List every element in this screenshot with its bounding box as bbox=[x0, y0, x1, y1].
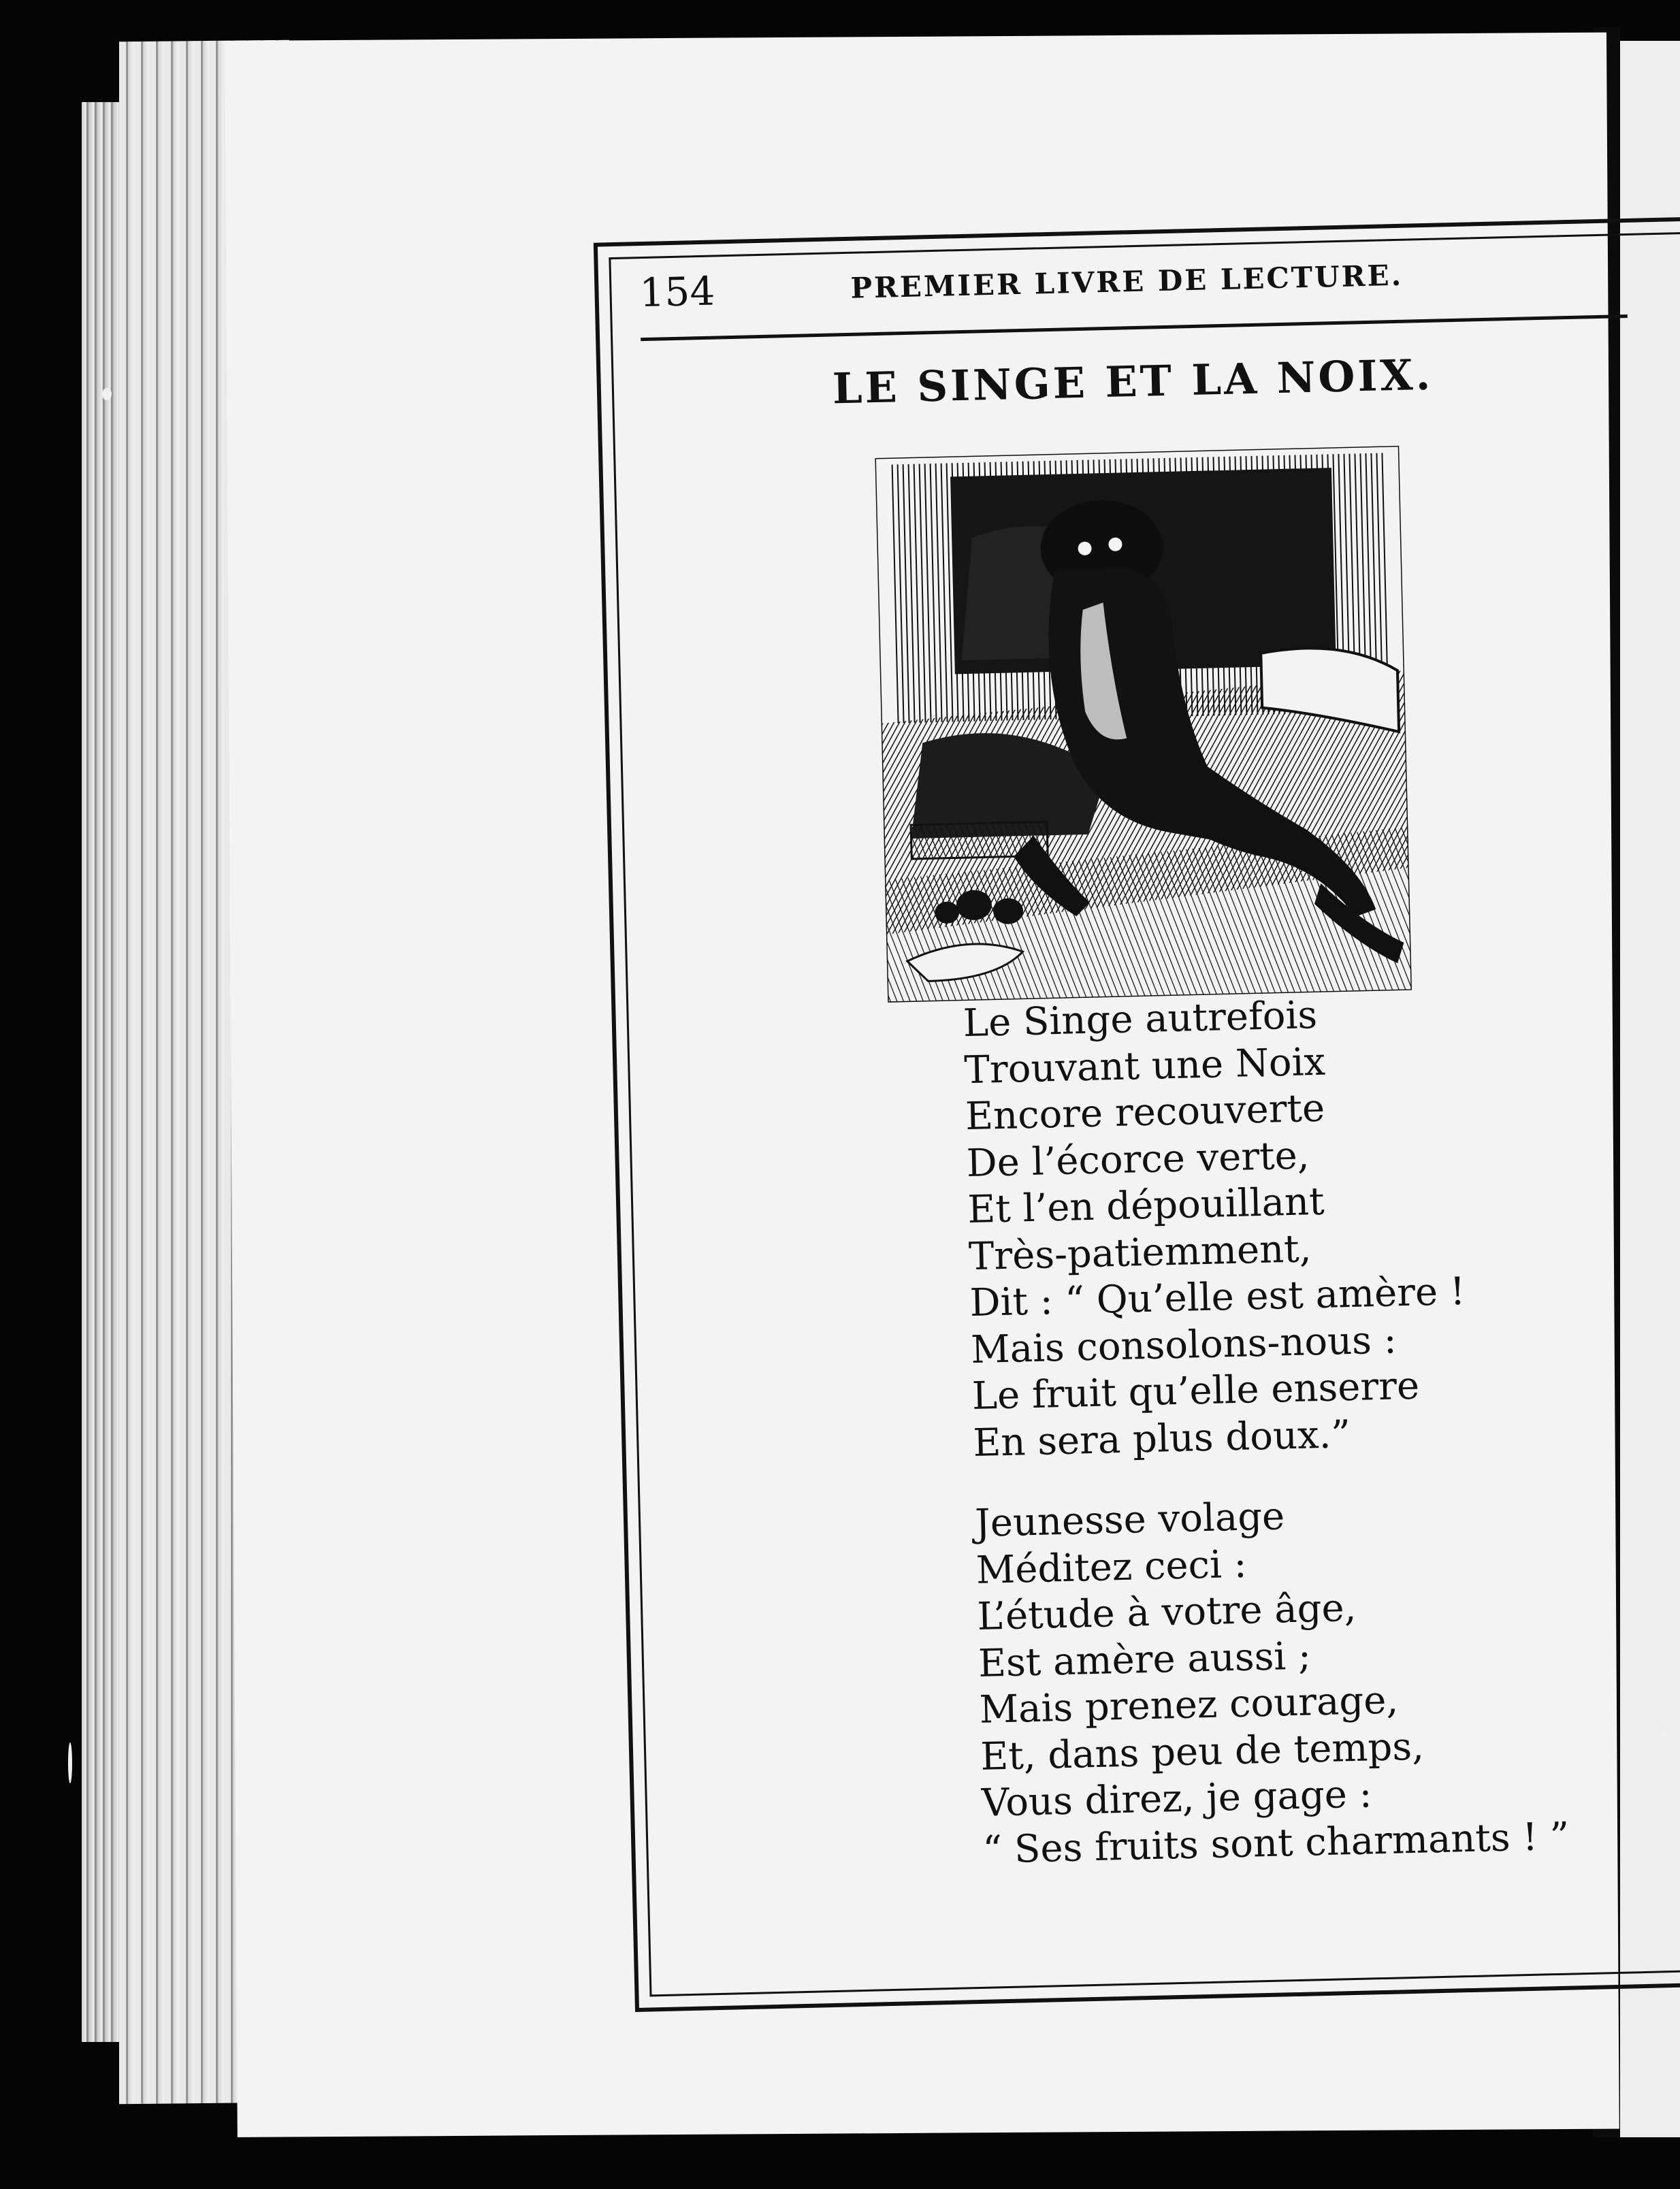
poem-line: Et, dans peu de temps, bbox=[980, 1724, 1425, 1779]
poem-line: En sera plus doux.” bbox=[972, 1412, 1351, 1465]
poem-line: Encore recouverte bbox=[965, 1086, 1325, 1139]
poem-stanza-1 bbox=[963, 987, 1560, 1467]
page-number: 154 bbox=[639, 267, 716, 317]
poem-line: Le Singe autrefois bbox=[963, 992, 1318, 1046]
poem-line: L’étude à votre âge, bbox=[976, 1585, 1357, 1639]
dust-speck bbox=[102, 388, 112, 400]
poem-line: Mais prenez courage, bbox=[979, 1678, 1399, 1732]
poem-line: Jeunesse volage bbox=[974, 1494, 1285, 1546]
monkey-with-nut-engraving bbox=[875, 446, 1412, 1003]
page-frame bbox=[594, 216, 1680, 2012]
poem-line: Vous direz, je gage : bbox=[981, 1772, 1373, 1826]
poem-body bbox=[963, 987, 1570, 1874]
poem-line: Dit : “ Qu’elle est amère ! bbox=[969, 1269, 1466, 1326]
poem-title: LE SINGE ET LA NOIX. bbox=[832, 349, 1434, 414]
dust-speck bbox=[1661, 1729, 1668, 1737]
poem-line: Très-patiemment, bbox=[968, 1226, 1312, 1279]
poem-stanza-2 bbox=[975, 1487, 1570, 1874]
poem-line: Est amère aussi ; bbox=[978, 1633, 1312, 1686]
poem-line: De l’écorce verte, bbox=[966, 1133, 1310, 1186]
poem-line: Le fruit qu’elle enserre bbox=[971, 1363, 1420, 1419]
running-title: PREMIER LIVRE DE LECTURE. bbox=[850, 258, 1404, 305]
poem-line: Trouvant une Noix bbox=[963, 1039, 1326, 1092]
poem-line: “ Ses fruits sont charmants ! ” bbox=[982, 1814, 1570, 1872]
page-paper bbox=[225, 33, 1619, 2137]
poem-line: Mais consolons-nous : bbox=[970, 1317, 1398, 1372]
dust-speck bbox=[68, 1742, 72, 1783]
poem-line: Méditez ceci : bbox=[975, 1542, 1248, 1593]
poem-line: Et l’en dépouillant bbox=[967, 1179, 1325, 1233]
